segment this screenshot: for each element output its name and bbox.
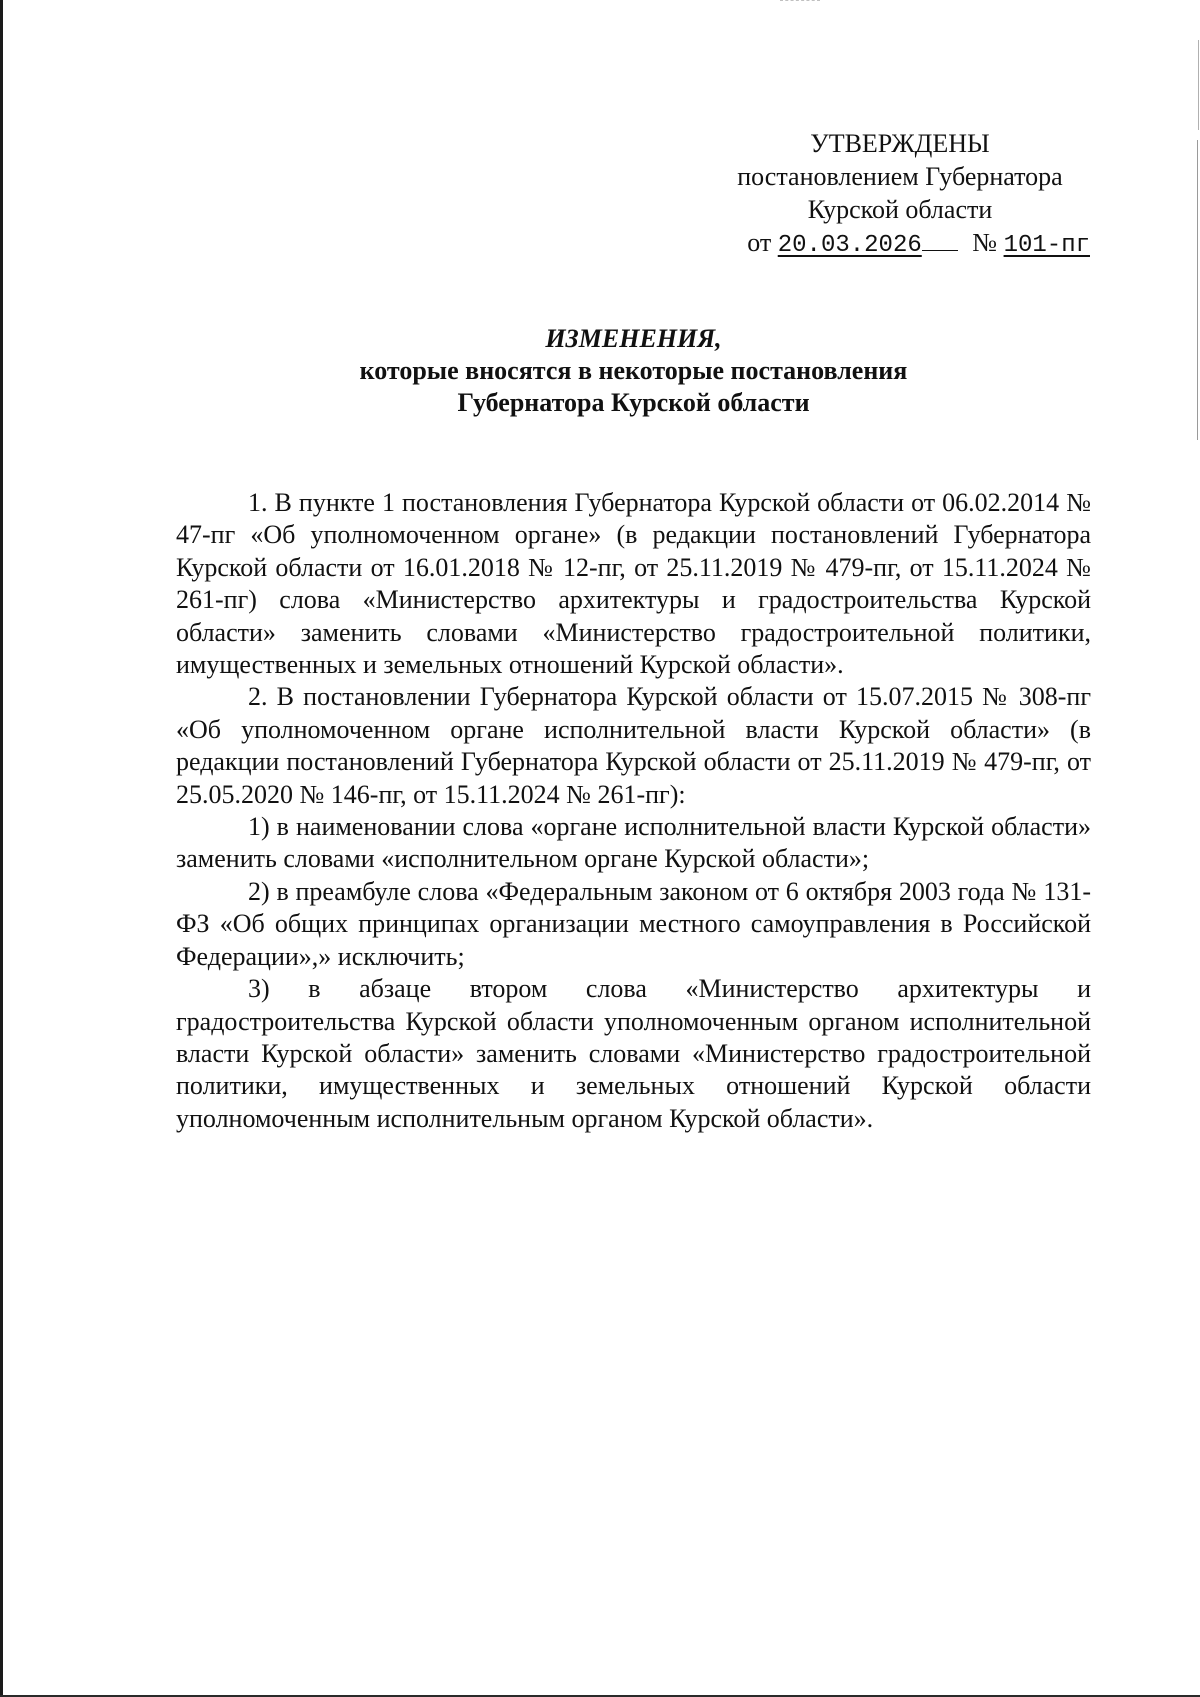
date-underline — [922, 249, 958, 251]
paragraph-2-item-3: 3) в абзаце втором слова «Министерство архитектуры и градостроительства Курской области уполномоченным органом исполнительной власти Курской области» заменить словами «Министерство градостроительной политики, имущественных и земельных отношений Курской области уполномоченным исполнительным органом Курской области». — [176, 974, 1091, 1133]
approval-heading: УТВЕРЖДЕНЫ — [810, 129, 990, 158]
paragraph-2: 2. В постановлении Губернатора Курской области от 15.07.2015 № 308-пг «Об уполномоченном органе исполнительной власти Курской области» (в редакции постановлений Губернатора Курской области от 25.11.2019 № 479-пг, от 25.05.2020 № 146-пг, от 15.11.2024 № 261-пг): — [176, 682, 1091, 809]
scan-speck-top — [780, 0, 820, 3]
approval-number: 101-пг — [1003, 232, 1090, 259]
approval-stamp-block — [710, 127, 1090, 262]
scan-edge-right — [1197, 140, 1198, 440]
paragraph-2-item-2: 2) в преамбуле слова «Федеральным законом от 6 октября 2003 года № 131-ФЗ «Об общих принципах организации местного самоуправления в Российской Федерации»,» исключить; — [176, 876, 1091, 971]
document-title — [176, 323, 1091, 419]
paragraph-1: 1. В пункте 1 постановления Губернатора Курской области от 06.02.2014 № 47-пг «Об уполномоченном органе» (в редакции постановлений Губернатора Курской области от 16.01.2018 № 12-пг, от 25.11.2019 № 479-пг, от 15.11.2024 № 261-пг) слова «Министерство архитектуры и градостроительства Курской области» заменить словами «Министерство градостроительной политики, имущественных и земельных отношений Курской области». — [176, 488, 1091, 680]
approval-date: 20.03.2026 — [777, 232, 922, 259]
document-body — [176, 487, 1091, 1135]
approval-date-number-line — [710, 226, 1090, 262]
date-prefix: от — [747, 228, 772, 257]
title-subline-2: Губернатора Курской области — [457, 388, 810, 417]
title-main: ИЗМЕНЕНИЯ, — [545, 324, 722, 353]
scan-edge-left — [0, 0, 3, 1697]
scan-edge-right-upper — [1198, 40, 1199, 130]
approval-region: Курской области — [807, 195, 993, 224]
paragraph-2-item-1: 1) в наименовании слова «органе исполнительной власти Курской области» заменить словами «исполнительном органе Курской области»; — [176, 812, 1091, 874]
approval-issuer: постановлением Губернатора — [737, 162, 1063, 191]
title-subline-1: которые вносятся в некоторые постановления — [359, 356, 908, 385]
number-prefix: № — [972, 228, 998, 257]
